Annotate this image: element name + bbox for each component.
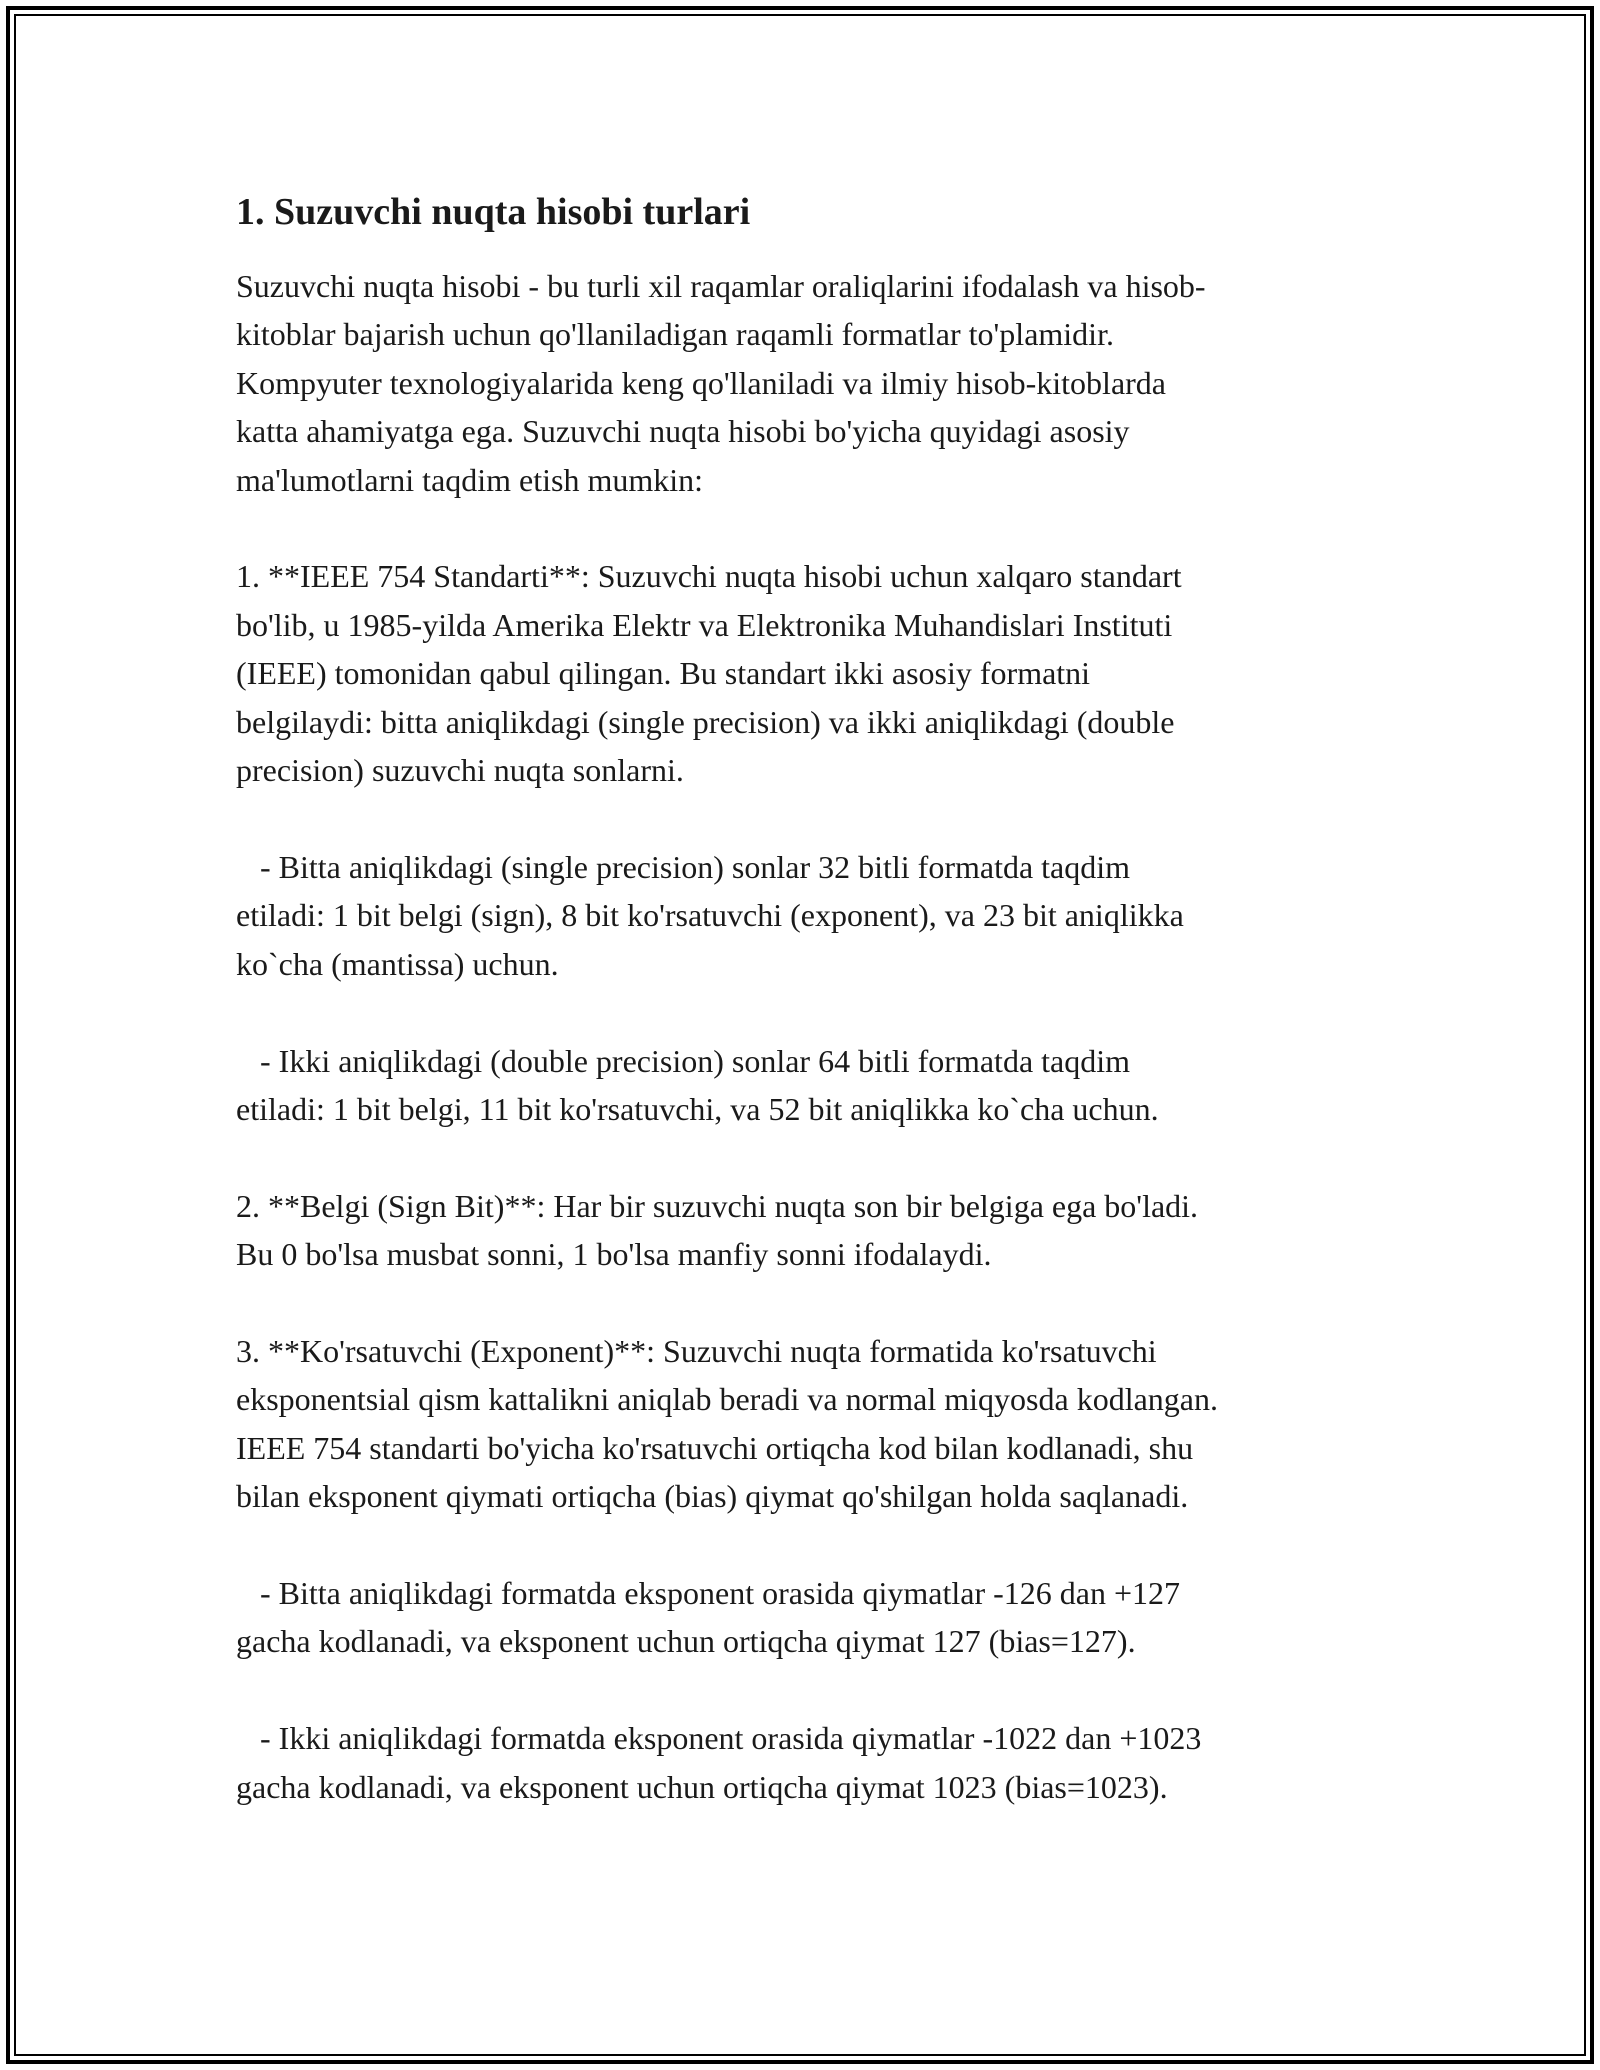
document-body-text: Suzuvchi nuqta hisobi - bu turli xil raqamlar oraliqlarini ifodalash va hisob- kitoblar bajarish uchun qo'llaniladigan raqamli formatlar to'plamidir. Kompyuter texnologiyalarida keng qo'llaniladi va ilmiy hisob-kitoblarda katta ahamiyatga ega. Suzuvchi nuqta hisobi bo'yicha quyidagi asosiy ma'lumotlarni taqdim etish mumkin: 1. **IEEE 754 Standarti**: Suzuvchi nuqta hisobi uchun xalqaro standart bo'lib, u 1985-yilda Amerika Elektr va Elektronika Muhandislari Instituti (IEEE) tomonidan qabul qilingan. Bu standart ikki asosiy formatni belgilaydi: bitta aniqlikdagi (single precision) va ikki aniqlikdagi (double precision) suzuvchi nuqta sonlarni. - Bitta aniqlikdagi (single precision) sonlar 32 bitli formatda taqdim etiladi: 1 bit belgi (sign), 8 bit ko'rsatuvchi (exponent), va 23 bit aniqlikka ko`cha (mantissa) uchun. - Ikki aniqlikdagi (double precision) sonlar 64 bitli formatda taqdim etiladi: 1 bit belgi, 11 bit ko'rsatuvchi, va 52 bit aniqlikka ko`cha uchun. 2. **Belgi (Sign Bit)**: Har bir suzuvchi nuqta son bir belgiga ega bo'ladi. Bu 0 bo'lsa musbat sonni, 1 bo'lsa manfiy sonni ifodalaydi. 3. **Ko'rsatuvchi (Exponent)**: Suzuvchi nuqta formatida ko'rsatuvchi eksponentsial qism kattalikni aniqlab beradi va normal miqyosda kodlangan. IEEE 754 standarti bo'yicha ko'rsatuvchi ortiqcha kod bilan kodlanadi, shu bilan eksponent qiymati ortiqcha (bias) qiymat qo'shilgan holda saqlanadi. - Bitta aniqlikdagi formatda eksponent orasida qiymatlar -126 dan +127 gacha kodlanadi, va eksponent uchun ortiqcha qiymat 127 (bias=127). - Ikki aniqlikdagi formatda eksponent orasida qiymatlar -1022 dan +1023 gacha kodlanadi, va eksponent uchun ortiqcha qiymat 1023 (bias=1023).	[236, 268, 1218, 1805]
document-title: 1. Suzuvchi nuqta hisobi turlari	[236, 191, 751, 233]
document-content	[236, 184, 1376, 1811]
